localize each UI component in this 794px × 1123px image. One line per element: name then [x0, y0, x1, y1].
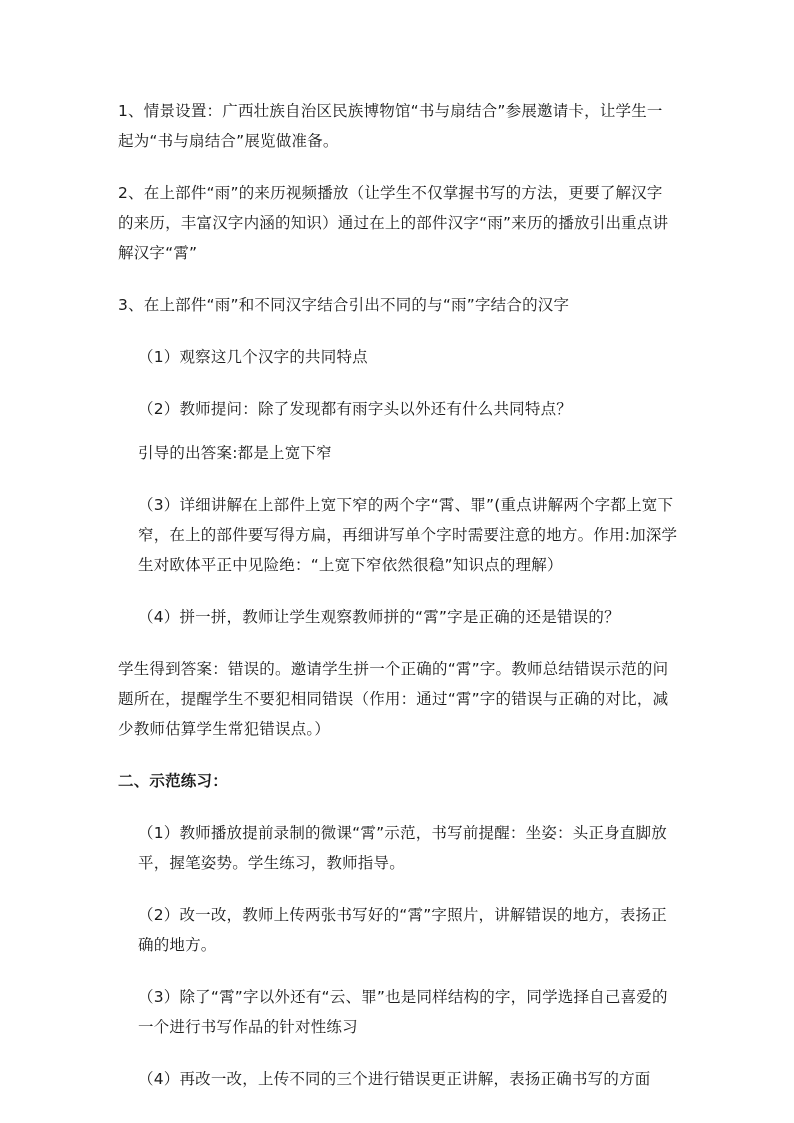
paragraph-puzzle: （4）拼一拼，教师让学生观察教师拼的“霄”字是正确的还是错误的？ [138, 608, 620, 626]
paragraph-student-answer: 学生得到答案：错误的。邀请学生拼一个正确的“霄”字。教师总结错误示范的问题所在，提醒学生不要犯相同错误（作用：通过“霄”字的错误与正确的对比，减少教师估算学生常犯错误点。） [118, 660, 669, 738]
paragraph-scenario: 1、情景设置：广西壮族自治区民族博物馆“书与扇结合”参展邀请卡，让学生一起为“书与扇结合”展览做准备。 [118, 102, 663, 150]
paragraph-teacher-question: （2）教师提问：除了发现都有雨字头以外还有什么共同特点？ [138, 400, 572, 418]
paragraph-detailed-explanation: （3）详细讲解在上部件上宽下窄的两个字“霄、罪”(重点讲解两个字都上宽下窄，在上的部件要写得方扁，再细讲写单个字时需要注意的地方。作用:加深学生对欧体平正中见险绝：“上宽下窄依然很稳”知识点的理解） [138, 496, 678, 574]
section-heading-demo-practice: 二、示范练习： [118, 772, 228, 790]
paragraph-combination: 3、在上部件“雨”和不同汉字结合引出不同的与“雨”字结合的汉字 [118, 296, 570, 314]
document-body [118, 96, 678, 1116]
paragraph-microlesson: （1）教师播放提前录制的微课“霄”示范，书写前提醒：坐姿：头正身直脚放平，握笔姿势。学生练习，教师指导。 [138, 824, 667, 872]
paragraph-recorrect: （4）再改一改，上传不同的三个进行错误更正讲解，表扬正确书写的方面 [138, 1070, 651, 1088]
paragraph-correct-photos: （2）改一改，教师上传两张书写好的“霄”字照片，讲解错误的地方，表扬正确的地方。 [138, 906, 667, 954]
paragraph-choose-practice: （3）除了“霄”字以外还有“云、罪”也是同样结构的字，同学选择自己喜爱的一个进行书写作品的针对性练习 [138, 988, 668, 1036]
paragraph-guided-answer: 引导的出答案:都是上宽下窄 [138, 444, 332, 462]
paragraph-video-origin: 2、在上部件“雨”的来历视频播放（让学生不仅掌握书写的方法，更要了解汉字的来历，丰富汉字内涵的知识）通过在上的部件汉字“雨”来历的播放引出重点讲解汉字“霄” [118, 184, 669, 262]
paragraph-observe: （1）观察这几个汉字的共同特点 [138, 348, 368, 366]
